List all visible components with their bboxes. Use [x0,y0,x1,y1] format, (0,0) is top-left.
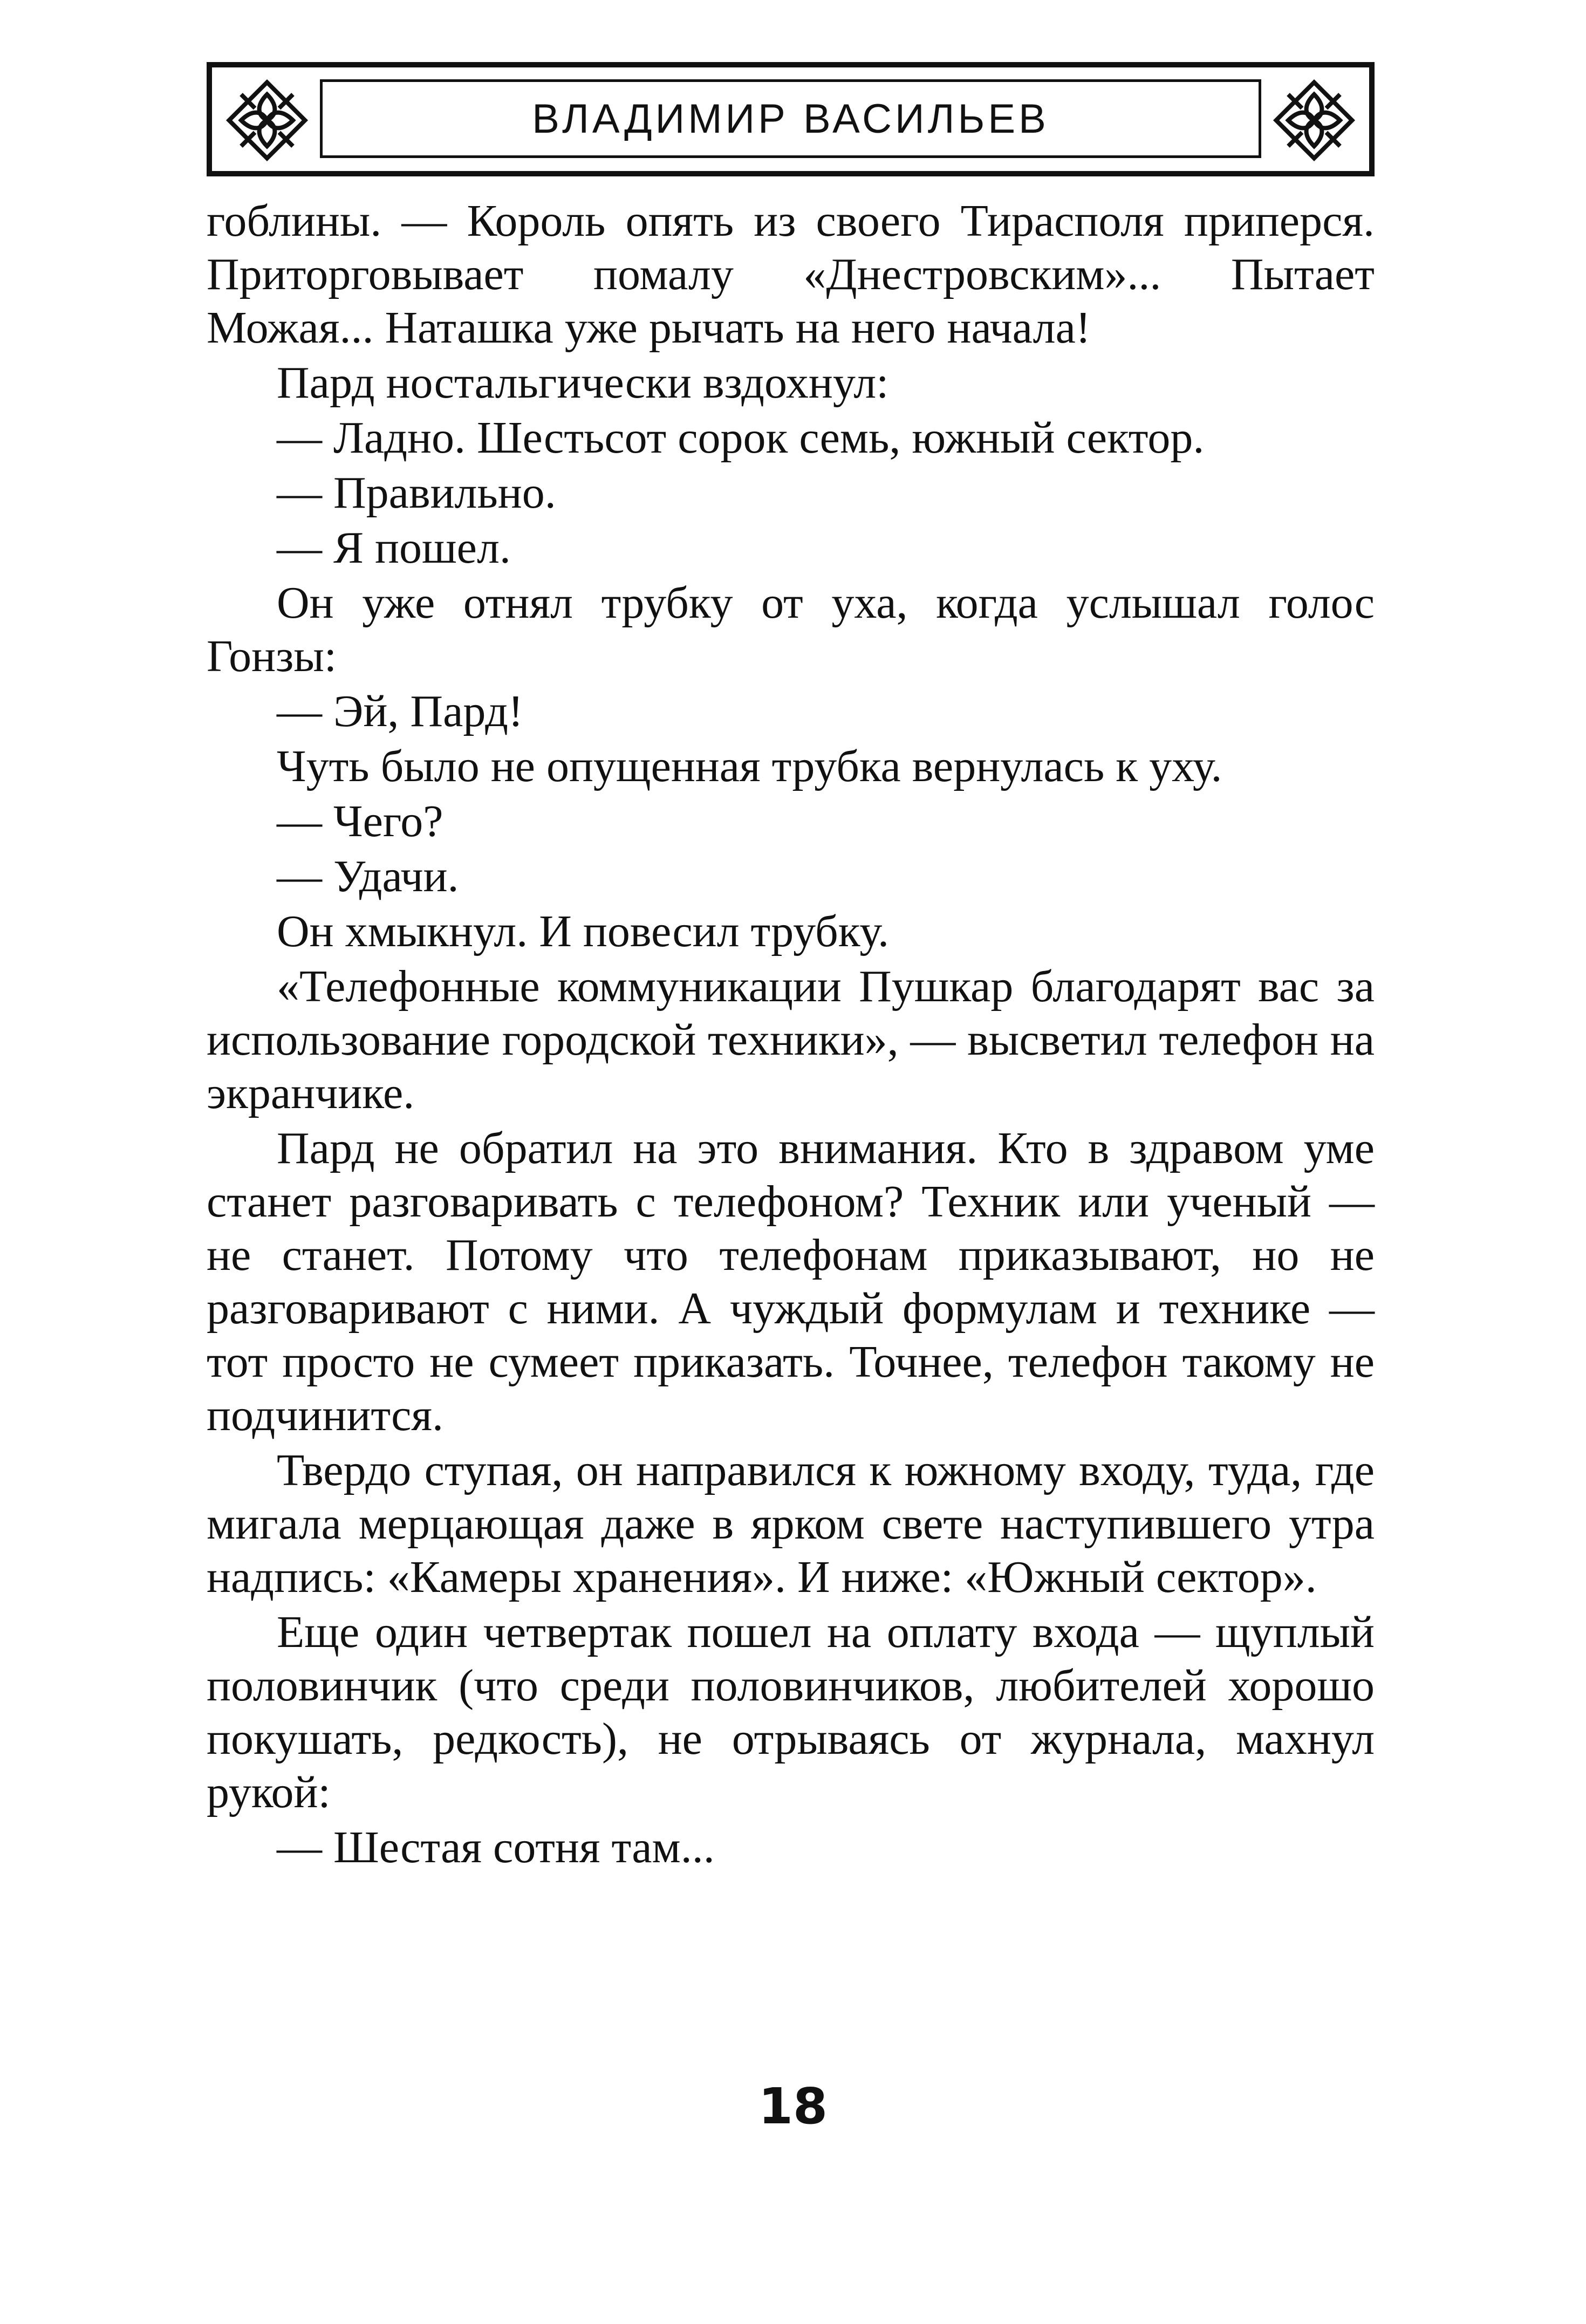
dialog-line: — Удачи. [277,851,459,901]
paragraph: гоблины. — Король опять из своего Тирасполя приперся. Приторговывает помалу «Днестровским»... Пытает Можая... Наташка уже рычать на него начала! [207,196,1375,353]
dialog-line: — Правильно. [277,468,556,518]
knot-ornament-icon [224,77,310,163]
running-header [207,62,1375,176]
paragraph: Пард ностальгически вздохнул: [277,358,889,408]
paragraph: Твердо ступая, он направился к южному входу, туда, где мигала мерцающая даже в ярком свете наступившего утра надпись: «Камеры хранения». И ниже: «Южный сектор». [207,1445,1375,1602]
running-title-box [320,79,1261,158]
paragraph: Он хмыкнул. И повесил трубку. [277,906,889,956]
running-title: ВЛАДИМИР ВАСИЛЬЕВ [532,95,1049,142]
paragraph: Пард не обратил на это внимания. Кто в здравом уме станет разговаривать с телефоном? Техник или ученый — не станет. Потому что телефонам приказывают, но не разговаривают с ними. А чуждый формулам и технике — тот просто не сумеет приказать. Точнее, телефон такому не подчинится. [207,1123,1375,1440]
dialog-line: — Ладно. Шестьсот сорок семь, южный сектор. [277,413,1205,463]
page-number: 18 [758,2077,828,2135]
dialog-line: — Шестая сотня там... [277,1822,715,1872]
knot-ornament-icon [1271,77,1357,163]
paragraph: Он уже отнял трубку от уха, когда услышал голос Гонзы: [207,578,1375,681]
paragraph: «Телефонные коммуникации Пушкар благодарят вас за использование городской техники», — высветил телефон на экранчике. [207,961,1375,1118]
paragraph: Еще один четвертак пошел на оплату входа — щуплый половинчик (что среди половинчиков, любителей хорошо покушать, редкость), не отрываясь от журнала, махнул рукой: [207,1607,1375,1817]
dialog-line: — Я пошел. [277,523,511,573]
paragraph: Чуть было не опущенная трубка вернулась к уху. [277,741,1222,791]
dialog-line: — Чего? [277,796,443,846]
page-body [207,194,1375,1874]
dialog-line: — Эй, Пард! [277,686,523,736]
